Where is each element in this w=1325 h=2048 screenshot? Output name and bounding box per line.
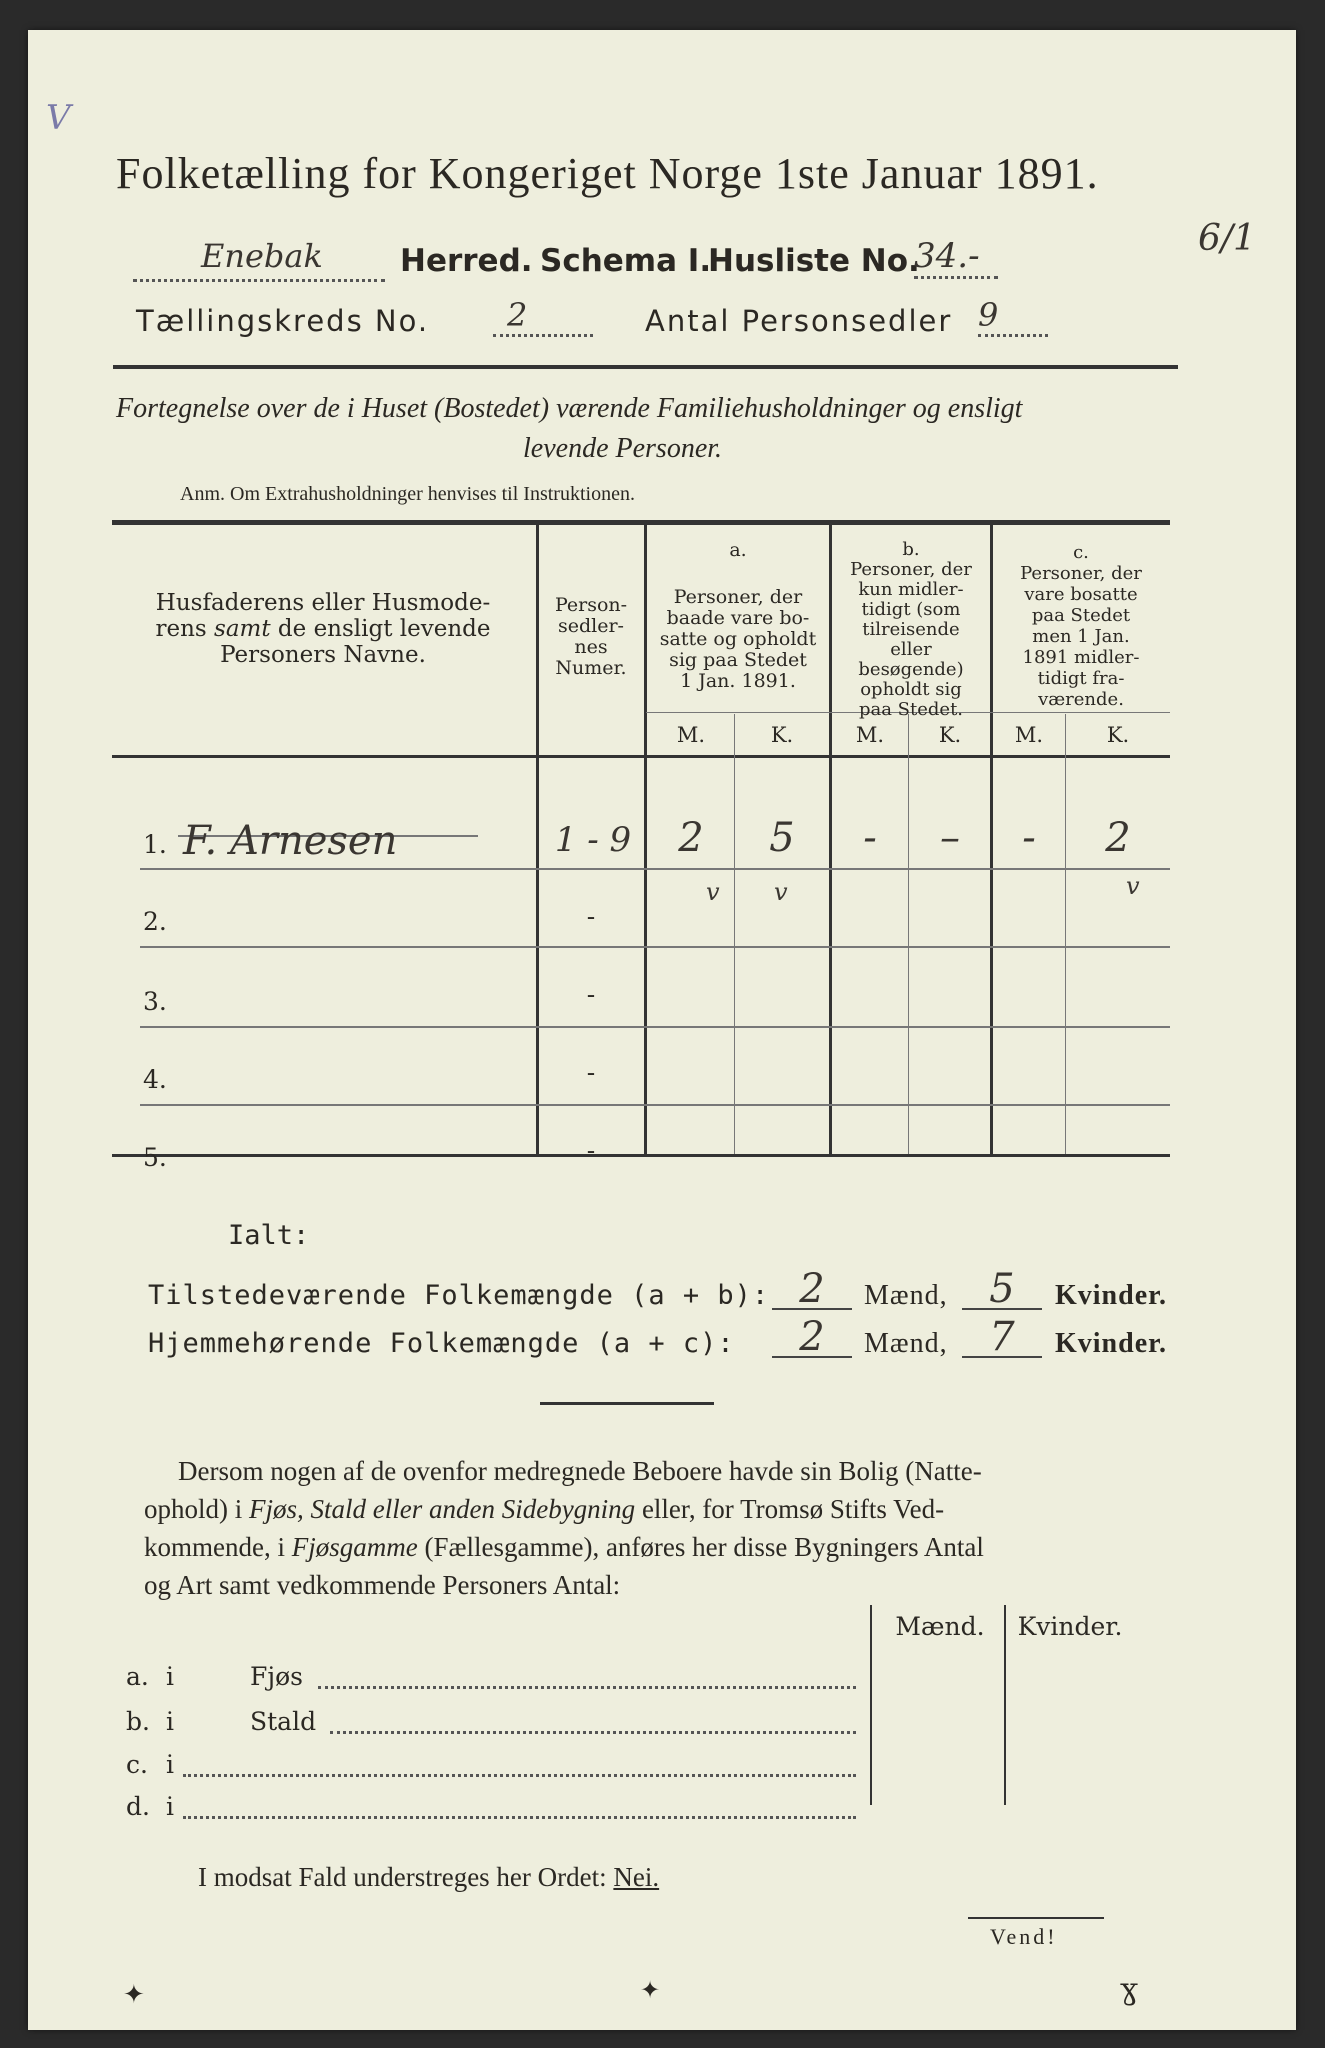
bld-row-line — [183, 1815, 856, 1819]
bld-row-i: i — [166, 1707, 174, 1736]
row-number: 4. — [143, 1065, 167, 1094]
col-c-l1: Personer, der — [1020, 563, 1142, 584]
bld-row-i: i — [166, 1662, 174, 1691]
maend-label: Mænd, — [864, 1280, 948, 1311]
schema-label: Schema I. — [540, 243, 712, 279]
row-line-2 — [140, 946, 1170, 948]
col-num-l3: nes — [574, 636, 608, 658]
kvinder-label: Kvinder. — [1055, 1328, 1167, 1359]
b-split — [908, 714, 909, 1154]
col-b-l6: besøgende) — [858, 659, 964, 680]
herred-value: Enebak — [201, 237, 323, 275]
col-num-l1: Person- — [554, 594, 628, 616]
corner-note: 6/1 — [1198, 218, 1256, 259]
bld-kvinder-head: Kvinder. — [1017, 1612, 1123, 1641]
bld-vline-2 — [1004, 1605, 1006, 1805]
para-l3c: (Fællesgamme), anføres her disse Bygningers Antal — [424, 1532, 984, 1562]
col-b-l8: paa Stedet. — [858, 699, 964, 720]
row-number: 2. — [143, 907, 167, 936]
census-form-sheet — [28, 30, 1296, 2030]
b-k-label: K. — [938, 723, 962, 747]
nei-word: Nei. — [613, 1862, 660, 1892]
col-names-l2c: de ensligt levende — [277, 616, 491, 642]
col-names-l2a: rens — [155, 616, 207, 642]
col-names-l2 — [118, 616, 528, 642]
row-num-dash: - — [586, 1136, 596, 1165]
table-vline-2 — [644, 523, 647, 1157]
nei-line — [198, 1858, 659, 1896]
col-b-l4: tilreisende — [862, 619, 960, 640]
col-a-letter: a. — [729, 539, 747, 561]
col-a-l4: sig paa Stedet — [669, 649, 807, 671]
row-number: 3. — [143, 987, 167, 1016]
col-names-l2b: samt — [214, 616, 271, 642]
check-mark: v — [774, 878, 788, 906]
col-names-l3: Personers Navne. — [220, 642, 426, 668]
para-line3 — [144, 1528, 984, 1566]
col-a-l1: Personer, der — [673, 586, 803, 608]
intro-line2: levende Personer. — [523, 433, 723, 464]
antal-label: Antal Personsedler — [645, 304, 953, 338]
col-b-letter: b. — [902, 539, 920, 560]
antal-value: 9 — [978, 296, 1048, 337]
totals-line1-m: 2 — [772, 1266, 852, 1310]
para-line1: Dersom nogen af de ovenfor medregnede Beboere havde sin Bolig (Natte- — [178, 1456, 982, 1486]
bld-row-line — [183, 1773, 856, 1777]
row-line-3 — [140, 1026, 1170, 1028]
para-line2 — [144, 1490, 944, 1528]
a-split — [734, 714, 735, 1154]
taellingskreds-label: Tællingskreds No. — [136, 304, 430, 338]
col-b-l3: tidigt (som — [861, 599, 961, 620]
bld-row-letter: c. — [126, 1750, 148, 1779]
col-c-letter: c. — [1073, 542, 1089, 563]
para-l2a: ophold) i — [144, 1494, 243, 1524]
col-b-l2: kun midler- — [858, 579, 964, 600]
kvinder-label: Kvinder. — [1055, 1280, 1167, 1311]
para-l3b: Fjøsgamme — [291, 1532, 418, 1562]
row1-num: 1 - 9 — [554, 820, 632, 860]
para-l3a: kommende, i — [144, 1532, 285, 1562]
margin-mark: V — [46, 98, 71, 138]
col-b-header — [832, 540, 990, 720]
punch-mark-icon: ✦ — [123, 1980, 145, 2010]
row-num-dash: - — [586, 1058, 596, 1087]
intro-line1: Fortegnelse over de i Huset (Bostedet) værende Familiehusholdninger og ensligt — [116, 393, 1023, 424]
row-number: 1. — [143, 830, 167, 859]
row-line-1 — [140, 868, 1170, 870]
totals-line2-m: 2 — [772, 1314, 852, 1358]
col-a-l5: 1 Jan. 1891. — [680, 670, 796, 692]
row-number: 5. — [143, 1143, 167, 1172]
anm-note: Anm. Om Extrahusholdninger henvises til Instruktionen. — [180, 483, 635, 505]
col-c-l4: men 1 Jan. — [1032, 626, 1130, 647]
punch-mark-icon: ɣ — [1120, 1972, 1138, 2007]
col-a-l2: baade vare bo- — [666, 607, 810, 629]
row-line-4 — [140, 1104, 1170, 1106]
c-split — [1065, 714, 1066, 1154]
col-b-l5: eller — [890, 639, 932, 660]
table-top-rule — [112, 520, 1170, 525]
row-num-dash: - — [586, 980, 596, 1009]
bld-row-i: i — [166, 1750, 174, 1779]
vend-rule — [968, 1917, 1104, 1919]
c-k-label: K. — [1106, 723, 1130, 747]
maend-label: Mænd, — [864, 1328, 948, 1359]
husliste-label: Husliste No. — [708, 243, 920, 279]
c-m-label: M. — [1014, 723, 1044, 747]
col-b-l7: opholdt sig — [860, 679, 962, 700]
herred-label: Herred. — [400, 243, 533, 279]
ialt-label: Ialt: — [228, 1220, 310, 1251]
check-mark: v — [1126, 872, 1140, 900]
col-a-l3: satte og opholdt — [659, 628, 817, 650]
bld-row-i: i — [166, 1792, 174, 1821]
para-l2b: Fjøs, Stald eller anden Sidebygning — [249, 1494, 636, 1524]
row1-c-m: - — [1022, 815, 1036, 861]
bld-row-label: Fjøs — [250, 1662, 303, 1691]
separator-rule — [540, 1402, 714, 1405]
row1-a-k: 5 — [769, 815, 795, 861]
bld-row-letter: b. — [126, 1707, 150, 1736]
header-rule — [113, 365, 1178, 369]
col-names-l1: Husfaderens eller Husmode- — [155, 590, 491, 616]
col-c-l5: 1891 midler- — [1022, 647, 1140, 668]
row1-b-k: – — [940, 815, 960, 861]
col-c-l6: tidigt fra- — [1037, 668, 1125, 689]
col-num-header — [540, 595, 642, 679]
bld-row-line — [318, 1685, 856, 1689]
check-mark: v — [706, 878, 720, 906]
form-title: Folketælling for Kongeriget Norge 1ste Januar 1891. — [116, 149, 1099, 198]
bld-row-letter: d. — [126, 1792, 150, 1821]
col-num-l2: sedler- — [558, 615, 624, 637]
col-a-header — [648, 540, 828, 692]
taellingskreds-value: 2 — [493, 296, 593, 337]
b-m-label: M. — [855, 723, 885, 747]
col-c-l2: vare bosatte — [1024, 584, 1138, 605]
col-c-l7: værende. — [1038, 689, 1124, 710]
herred-field — [133, 237, 385, 282]
punch-mark-icon: ✦ — [640, 1976, 661, 2004]
bld-row-line — [330, 1730, 856, 1734]
table-header-rule — [112, 755, 1170, 758]
a-m-label: M. — [676, 723, 706, 747]
bld-row-letter: a. — [126, 1662, 149, 1691]
col-names-header — [118, 590, 528, 668]
bld-row-label: Stald — [250, 1707, 317, 1736]
table-vline-1 — [536, 523, 539, 1157]
row1-c-k: 2 — [1105, 815, 1131, 861]
para-l2c: eller, for Tromsø Stifts Ved- — [641, 1494, 945, 1524]
totals-line2-label: Hjemmehørende Folkemængde (a + c): — [148, 1328, 735, 1359]
totals-line2-k: 7 — [962, 1314, 1042, 1358]
col-b-l1: Personer, der — [850, 559, 972, 580]
row-num-dash: - — [586, 902, 596, 931]
bld-vline-1 — [870, 1605, 872, 1805]
col-c-header — [993, 542, 1169, 710]
nei-text: I modsat Fald understreges her Ordet: — [198, 1862, 607, 1892]
totals-line1-k: 5 — [962, 1266, 1042, 1310]
a-k-label: K. — [770, 723, 794, 747]
vend-label: Vend! — [990, 1924, 1058, 1949]
col-c-l3: paa Stedet — [1031, 605, 1131, 626]
para-line4: og Art samt vedkommende Personers Antal: — [144, 1570, 621, 1600]
col-num-l4: Numer. — [555, 657, 627, 679]
bld-maend-head: Mænd. — [895, 1612, 985, 1641]
row1-name: F. Arnesen — [183, 818, 398, 864]
row1-a-m: 2 — [678, 815, 704, 861]
husliste-value: 34.- — [914, 236, 998, 279]
totals-line1-label: Tilstedeværende Folkemængde (a + b): — [148, 1280, 770, 1311]
row1-b-m: - — [863, 815, 877, 861]
